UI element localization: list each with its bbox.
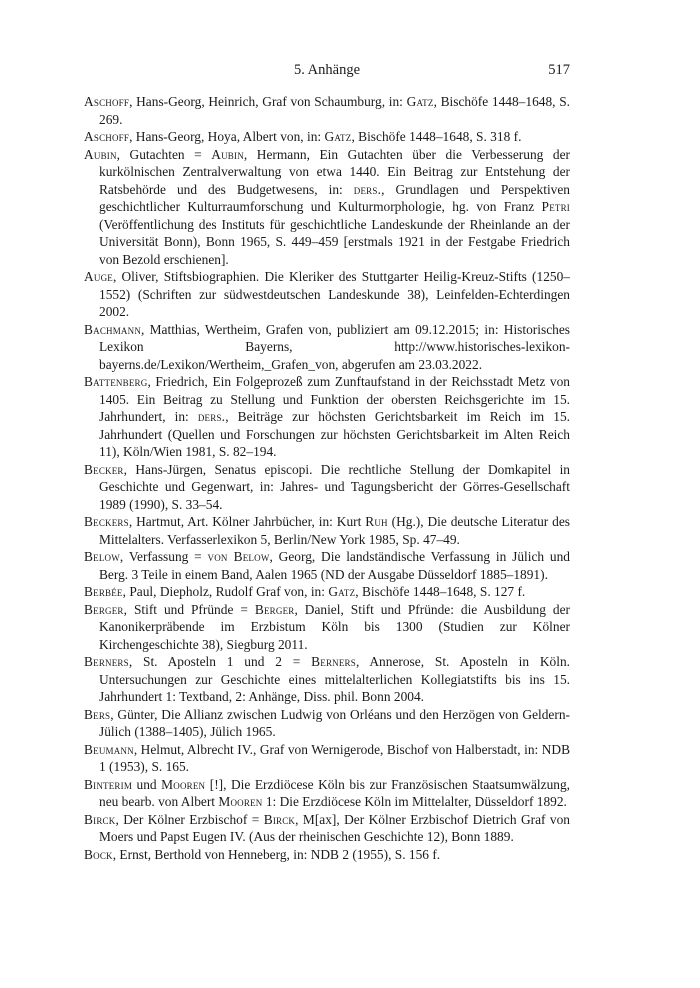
bibliography-entry <box>84 93 570 128</box>
author-name: Bachmann <box>84 321 142 337</box>
author-name: Aschoff <box>84 94 130 109</box>
entry-text: , Annerose, St. Aposteln in Köln. Untersuchungen zur Geschichte eines mittelalterlichen Kollegiatstifts bis ins 15. Jahrhundert 1: Textband, 2: Anhänge, Diss. phil. Bonn 2004. <box>99 654 571 704</box>
entry-text: , St. Aposteln 1 und 2 = <box>128 654 312 669</box>
author-name: Battenberg <box>84 374 148 389</box>
author-name: Bers <box>84 706 111 722</box>
entry-text: , Grundlagen und Perspektiven geschichtlicher Kulturraumforschung und Kulturmorphologie, hg. von Franz <box>99 181 570 214</box>
entry-text: , Hartmut, Art. Kölner Jahrbücher, in: Kurt <box>128 514 366 529</box>
entry-text: , Hans-Georg, Hoya, Albert von, in: <box>129 129 325 144</box>
entry-text: , Gutachten = <box>116 146 212 162</box>
bibliography-entry <box>84 513 570 548</box>
bibliography-entry <box>84 653 570 706</box>
author-name: Ruh <box>365 514 388 529</box>
bibliography-entry <box>84 601 570 654</box>
author-name: Bock <box>84 846 113 862</box>
entry-text: , Bischöfe 1448–1648, S. 318 f. <box>351 129 522 144</box>
bibliography-entry <box>84 846 570 864</box>
bibliography-entry <box>84 776 570 811</box>
section-title: 5. Anhänge <box>293 62 361 78</box>
bibliography-entry <box>84 461 570 514</box>
author-name: ders. <box>197 409 226 424</box>
bibliography-entry <box>84 548 570 583</box>
entry-text: 1: Die Erzdiöcese Köln im Mittelalter, Düsseldorf 1892. <box>262 794 567 809</box>
running-header <box>84 62 570 82</box>
entry-text: , Der Kölner Erzbischof = <box>115 811 264 827</box>
bibliography-entry <box>84 706 570 741</box>
author-name: ders. <box>353 181 382 197</box>
bibliography-entry <box>84 741 570 776</box>
author-name: Birck <box>263 811 296 827</box>
entry-text: , M[ax], Der Kölner Erzbischof Dietrich Graf von Moers und Papst Eugen IV. (Aus der rheinischen Geschichte 12), Bonn 1889. <box>99 811 570 844</box>
author-name: Beckers <box>84 514 129 529</box>
entry-text: (Hg.), Die deutsche Literatur des Mittelalters. Verfasserlexikon 5, Berlin/New York 1985, Sp. 47–49. <box>99 514 570 547</box>
author-name: Mooren <box>161 776 206 792</box>
author-name: Gatz <box>406 94 434 109</box>
author-name: Binterim <box>84 776 133 792</box>
bibliography-entry <box>84 811 570 846</box>
entry-text: , Günter, Die Allianz zwischen Ludwig von Orléans und den Herzögen von Geldern-Jülich (1388–1405), Jülich 1965. <box>99 706 570 739</box>
bibliography-entry <box>84 268 570 321</box>
entry-text: , Paul, Diepholz, Rudolf Graf von, in: <box>122 584 329 599</box>
author-name: Gatz <box>328 584 356 599</box>
entry-text: , Stift und Pfründe = <box>123 601 255 617</box>
entry-text: , Hans-Jürgen, Senatus episcopi. Die rechtliche Stellung der Domkapitel in Geschichte und Gegenwart, in: Jahres- und Tagungsbericht der Görres-Gesellschaft 1989 (1990), S. 33–54. <box>99 461 570 512</box>
entry-text: , Oliver, Stiftsbiographien. Die Kleriker des Stuttgarter Heilig-Kreuz-Stifts (1250–1552) (Schriften zur südwestdeutschen Landeskunde 38), Leinfelden-Echterdingen 2002. <box>99 269 570 319</box>
author-name: von Below <box>207 549 270 564</box>
entry-text: , Hans-Georg, Heinrich, Graf von Schaumburg, in: <box>129 94 407 109</box>
author-name: Aubin <box>211 146 244 162</box>
entry-text: und <box>132 776 162 792</box>
page-number: 517 <box>548 62 570 78</box>
author-name: Mooren <box>218 794 263 809</box>
entry-text: , Beiträge zur höchsten Gerichtsbarkeit im Reich im 15. Jahrhundert (Quellen und Forschungen zur höchsten Gerichtsbarkeit im Alten Reich 11), Köln/Wien 1981, S. 82–194. <box>99 409 570 459</box>
author-name: Aschoff <box>84 129 130 144</box>
bibliography-list <box>84 93 570 863</box>
bibliography-entry <box>84 128 570 146</box>
author-name: Berger <box>84 601 124 617</box>
entry-text: , Daniel, Stift und Pfründe: die Ausbildung der Kanonikerpräbende im Erzbistum Köln bis 1300 (Studien zur Kölner Kirchengeschichte 38), Siegburg 2011. <box>99 601 570 652</box>
entry-text: , Bischöfe 1448–1648, S. 127 f. <box>355 584 526 599</box>
entry-text: , Hermann, Ein Gutachten über die Verbesserung der kurkölnischen Zentralverwaltung von etwa 1440. Ein Beitrag zur Entstehung der Ratsbehörde und des Budgetwesens, in: <box>99 146 570 197</box>
entry-text: , Ernst, Berthold von Henneberg, in: NDB 2 (1955), S. 156 f. <box>112 846 441 862</box>
entry-text: , Bischöfe 1448–1648, S. 269. <box>99 94 570 127</box>
entry-text: [!], Die Erzdiöcese Köln bis zur Französischen Staatsumwälzung, neu bearb. von Albert <box>99 776 571 809</box>
author-name: Petri <box>541 199 570 214</box>
entry-text: , Verfassung = <box>119 549 208 564</box>
entry-text: , Helmut, Albrecht IV., Graf von Wernigerode, Bischof von Halberstadt, in: NDB 1 (1953), S. 165. <box>99 741 570 774</box>
author-name: Aubin <box>84 146 117 162</box>
author-name: Berbée <box>84 584 123 599</box>
entry-text: , Friedrich, Ein Folgeprozeß zum Zunftaufstand in der Reichsstadt Metz von 1405. Ein Beitrag zu Stellung und Funktion der obersten Reichsgerichte im 15. Jahrhundert, in: <box>99 374 570 424</box>
entry-text: , Matthias, Wertheim, Grafen von, publiziert am 09.12.2015; in: Historisches Lexikon Bayerns, http://www.historisches-lexikon-bayerns.de/Lexikon/Wertheim,_Grafen_von, abgerufen am 23.03.2022. <box>99 321 570 372</box>
author-name: Birck <box>84 811 116 827</box>
author-name: Below <box>84 549 120 564</box>
author-name: Berger <box>254 601 295 617</box>
bibliography-entry <box>84 583 570 601</box>
author-name: Berners <box>84 654 129 669</box>
author-name: Berners <box>311 654 356 669</box>
author-name: Auge <box>84 269 113 284</box>
entry-text: , Georg, Die landständische Verfassung in Jülich und Berg. 3 Teile in einem Band, Aalen 1965 (ND der Ausgabe Düsseldorf 1885–1891). <box>99 549 570 582</box>
bibliography-entry <box>84 146 570 269</box>
author-name: Becker <box>84 461 124 477</box>
author-name: Beumann <box>84 741 134 757</box>
author-name: Gatz <box>324 129 352 144</box>
bibliography-entry <box>84 321 570 374</box>
entry-text: (Veröffentlichung des Instituts für geschichtliche Landeskunde der Rheinlande an der Universität Bonn), Bonn 1965, S. 449–459 [erstmals 1921 in der Festgabe Friedrich von Bezold erschienen]. <box>99 216 570 267</box>
bibliography-entry <box>84 373 570 461</box>
